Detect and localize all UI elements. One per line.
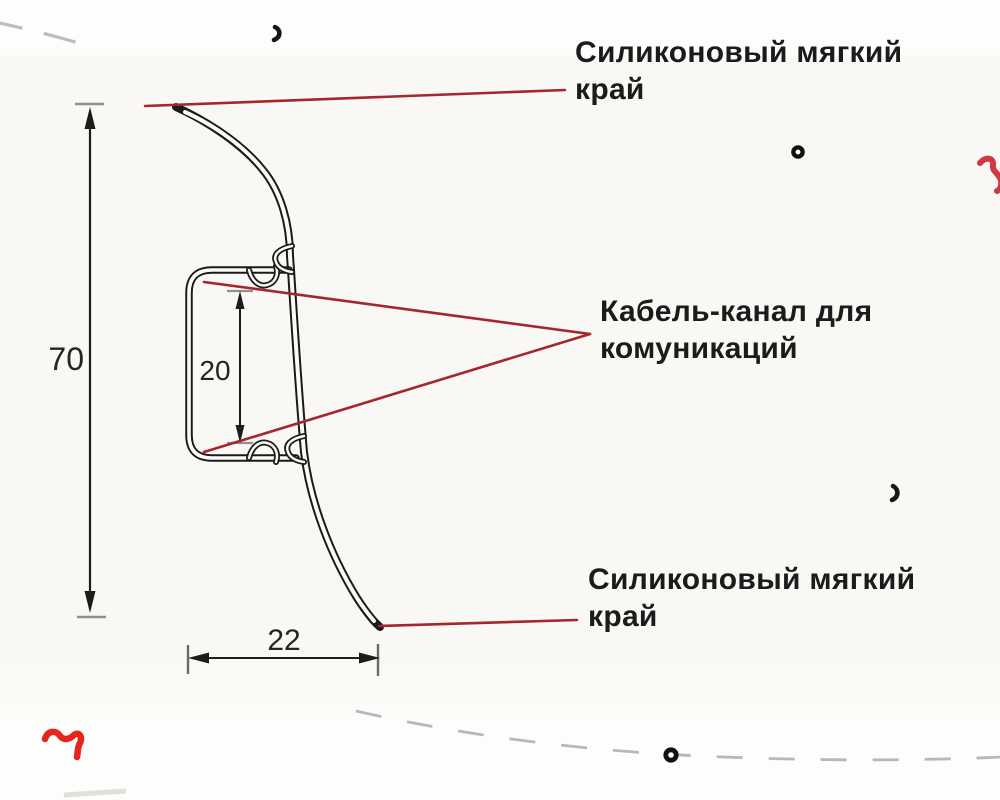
dimension-22-arrow-left <box>188 653 209 664</box>
red-squiggle-bottom-left <box>45 732 81 757</box>
annotation-bottom-edge-line2: край <box>588 600 658 633</box>
dimension-height-label: 70 <box>48 341 84 377</box>
gray-smudge-bottom-left <box>64 791 126 795</box>
annotation-top-edge-line1: Силиконовый мягкий <box>575 36 903 69</box>
dimension-70-arrow-down <box>85 591 96 613</box>
leader-channel-upper <box>204 282 590 334</box>
dimension-channel-label: 20 <box>199 355 231 386</box>
dashed-curve-top-left <box>0 21 82 44</box>
donut-dot-right-hole <box>796 150 801 155</box>
annotation-cable-channel-line1: Кабель-канал для <box>600 295 873 328</box>
annotation-cable-channel-line2: комуникаций <box>600 332 798 365</box>
dimension-70-arrow-up <box>85 107 96 129</box>
dimension-20-arrow-up <box>236 291 245 309</box>
leader-bottom-edge <box>379 620 577 626</box>
annotation-bottom-edge <box>588 561 915 635</box>
annotation-top-edge <box>575 34 902 108</box>
comma-mark-right <box>892 486 897 500</box>
annotation-cable-channel <box>600 293 872 367</box>
red-squiggle-right <box>980 159 1000 191</box>
decorations <box>0 21 1000 795</box>
annotation-top-edge-line2: край <box>575 73 645 106</box>
leader-top-edge <box>145 90 565 106</box>
donut-dot-bottom-hole <box>668 752 674 758</box>
dimension-width-label: 22 <box>267 624 301 657</box>
leader-channel-lower <box>204 334 590 452</box>
annotation-bottom-edge-line1: Силиконовый мягкий <box>588 563 916 596</box>
comma-mark-top <box>274 27 279 40</box>
